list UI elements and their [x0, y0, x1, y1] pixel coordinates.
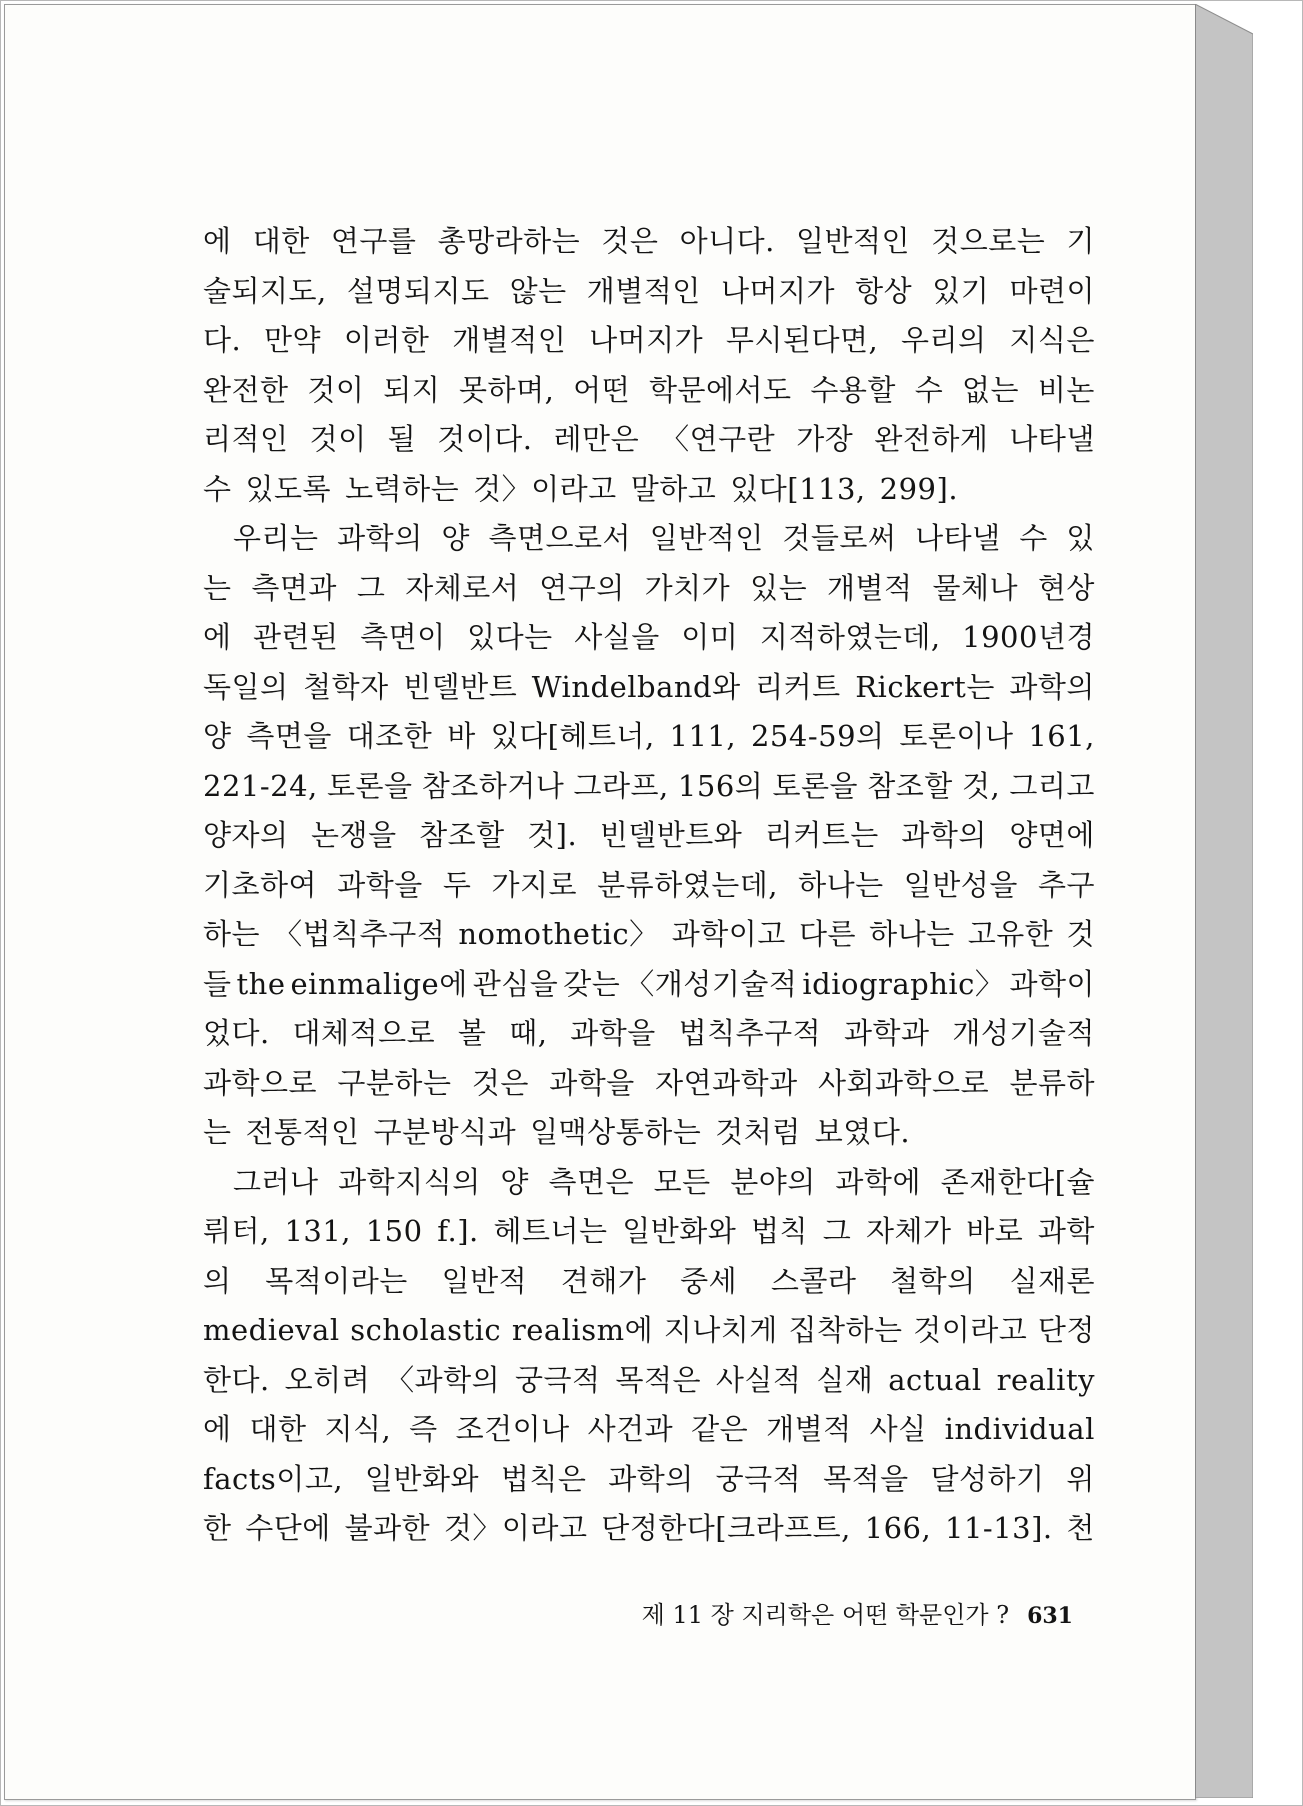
word: 과학의 — [901, 818, 987, 852]
word: 지식은 — [1009, 323, 1095, 357]
word: 달성하기 — [930, 1461, 1045, 1496]
word: 보였다. — [814, 1115, 911, 1149]
word: 측면을 — [246, 719, 332, 753]
word: 우리의 — [901, 323, 987, 357]
word: 것으로는 — [931, 224, 1046, 258]
word: 나머지가 — [720, 273, 836, 308]
word: 토론이나 — [899, 719, 1014, 753]
word: actual — [888, 1362, 982, 1397]
word: 말하고 — [630, 471, 717, 506]
word: 조건이나 — [455, 1412, 570, 1446]
word: 측면으로서 — [488, 521, 632, 555]
word: 철학자 — [303, 669, 389, 704]
word: 나타낼 — [915, 521, 1001, 555]
word: 기초하여 — [203, 867, 318, 902]
word: 과학지식의 — [338, 1164, 481, 1199]
word: 수 — [914, 372, 944, 407]
word: 것이 — [309, 422, 367, 456]
book-edge-graphic — [1195, 4, 1253, 1798]
word: 대한 — [252, 224, 310, 258]
word: 수단에 — [245, 1511, 331, 1545]
word: 다. — [203, 323, 242, 357]
word: 궁극적 — [515, 1362, 601, 1397]
word: 과학으로 — [203, 1065, 318, 1100]
word: 이미 — [681, 620, 739, 654]
word: 가장 — [796, 422, 854, 456]
word: 161, — [1028, 719, 1095, 753]
text-line — [203, 1059, 1095, 1109]
word: 가지로 — [491, 867, 578, 902]
word: 지적하였는데, — [759, 620, 941, 654]
word: 그리고 — [1009, 768, 1095, 803]
word: individual — [944, 1412, 1095, 1446]
text-line — [203, 267, 1095, 317]
word: scholastic — [350, 1313, 502, 1347]
word: 집착하는 — [788, 1313, 903, 1347]
word: 양면에 — [1009, 818, 1095, 852]
word: 못하며, — [459, 372, 555, 407]
word: 즉 — [409, 1412, 438, 1446]
word: 양자의 — [203, 818, 289, 852]
word: 〈과학의 — [385, 1362, 501, 1397]
word: 볼 — [457, 1016, 487, 1050]
word: 참조할 — [867, 768, 953, 803]
word: 의 — [203, 1263, 232, 1298]
word: 과학의 — [608, 1461, 694, 1496]
word: 221-24, — [203, 768, 318, 803]
word: 가치가 — [644, 570, 731, 605]
running-footer-chapter: 제 11 장 지리학은 어떤 학문인가 ? — [641, 1601, 1010, 1629]
word: reality — [996, 1362, 1095, 1397]
word: 무시된다면, — [725, 323, 879, 357]
word: 독일의 — [203, 669, 289, 704]
word: 분류하였는데, — [597, 867, 778, 902]
word: 일반성을 — [903, 867, 1018, 902]
word: 지식, — [324, 1412, 392, 1446]
word: 〈연구란 — [660, 422, 776, 456]
word: 오히려 — [284, 1362, 371, 1397]
word: Windelband와 — [531, 669, 741, 704]
word: 빈델반트 — [403, 669, 518, 704]
word: 과학의 — [1009, 669, 1095, 704]
word: 같은 — [691, 1412, 749, 1446]
word: 것〉이라고 — [443, 1511, 588, 1545]
word: idiographic〉 — [802, 966, 1005, 1001]
text-line — [203, 1306, 1095, 1356]
text-line — [203, 514, 1095, 564]
word: 있다[113, — [730, 471, 866, 506]
word: 리커트는 — [764, 818, 879, 852]
word: 과학 — [1037, 1214, 1095, 1248]
word: 법칙추구적 — [678, 1016, 822, 1050]
word: 개성기술적 — [952, 1016, 1095, 1050]
word: 단정 — [1037, 1313, 1095, 1347]
word: 150 — [365, 1214, 423, 1248]
word: 과학의 — [337, 521, 423, 555]
word: 토론을 — [772, 768, 859, 803]
word: 천 — [1066, 1511, 1095, 1545]
word: 있다는 — [467, 620, 553, 654]
word: 노력하는 — [345, 471, 460, 506]
word: 단정한다[크라프트, — [601, 1511, 851, 1545]
word: 갖는 — [563, 966, 621, 1001]
word: 는 — [203, 570, 232, 605]
word: 측면이 — [360, 620, 446, 654]
word: 만약 — [264, 323, 322, 357]
word: 것]. — [527, 818, 578, 852]
word: 있기 — [932, 273, 990, 308]
word: 실재론 — [1009, 1263, 1095, 1298]
word: 그라프, — [573, 768, 669, 803]
text-line — [203, 1108, 1095, 1158]
text-line — [203, 366, 1095, 416]
word: 일반적 — [441, 1263, 528, 1298]
word: 것〉이라고 — [473, 471, 617, 506]
word: 그러나 — [233, 1164, 319, 1199]
text-line — [203, 217, 1095, 267]
word: 논쟁을 — [311, 818, 397, 852]
word: 일반적인 — [649, 521, 764, 555]
word: 수 — [203, 471, 232, 506]
word: 어떤 — [573, 372, 631, 407]
word: 총망라하는 — [437, 224, 581, 258]
word: 리커트 — [755, 669, 841, 704]
word: 있다[헤트너, — [490, 719, 655, 753]
word: 마련이 — [1009, 273, 1095, 308]
text-line — [203, 564, 1095, 614]
word: 111, — [669, 719, 737, 753]
word: 실재 — [816, 1362, 874, 1397]
word: 불과한 — [344, 1511, 431, 1545]
word: 양 — [203, 719, 232, 753]
word: 기 — [1066, 224, 1095, 258]
word: 개별적인 — [586, 273, 701, 308]
word: 과학에 — [835, 1164, 921, 1199]
word: 156의 — [677, 768, 764, 803]
word: 그 — [822, 1214, 852, 1248]
word: 과학을 — [549, 1065, 635, 1100]
word: 위 — [1066, 1461, 1095, 1496]
word: 과학이 — [1009, 966, 1095, 1001]
word: 분야의 — [730, 1164, 816, 1199]
word: einmalige에 — [290, 966, 468, 1001]
word: 물체나 — [932, 570, 1018, 605]
word: 131, — [284, 1214, 352, 1248]
word: 완전하게 — [874, 422, 989, 456]
word: 수 — [1019, 521, 1048, 555]
word: realism에 — [511, 1313, 654, 1347]
text-line — [203, 613, 1095, 663]
word: 현상 — [1037, 570, 1095, 605]
word: 하나는 — [869, 917, 955, 951]
word: 개별적 — [766, 1412, 852, 1446]
word: 법칙 — [750, 1214, 809, 1248]
word: 것은 — [601, 224, 659, 258]
word: 전통적인 — [245, 1115, 360, 1149]
word: 참조할 — [419, 818, 505, 852]
word: 것이라고 — [913, 1313, 1028, 1347]
word: 자체로서 — [405, 570, 520, 605]
word: 과학을 — [570, 1016, 656, 1050]
word: 학문에서도 — [648, 372, 792, 407]
word: 참조하거나 — [421, 768, 565, 803]
word: 자체가 — [865, 1214, 952, 1248]
word: f.]. — [437, 1214, 479, 1248]
word: 있는 — [750, 570, 808, 605]
text-line — [203, 861, 1095, 911]
word: 나타낼 — [1009, 422, 1095, 456]
word: 것은 — [471, 1065, 529, 1100]
word: 사실을 — [574, 620, 660, 654]
body-text — [203, 217, 1095, 1554]
word: 빈델반트와 — [599, 818, 743, 852]
word: 존재한다[슐 — [940, 1164, 1095, 1199]
word: 아니다. — [679, 224, 775, 258]
word: 것들로써 — [782, 521, 897, 555]
word: 구분방식과 — [373, 1115, 517, 1149]
word: 때, — [509, 1016, 548, 1050]
word: 리적인 — [203, 422, 289, 456]
word: 254-59의 — [750, 719, 885, 753]
word: 과학을 — [337, 867, 423, 902]
word: 되지 — [383, 372, 441, 407]
word: 바로 — [966, 1214, 1024, 1248]
word: 추구 — [1037, 867, 1095, 902]
word: 일반적인 — [796, 224, 911, 258]
text-line — [203, 415, 1095, 465]
word: 하나는 — [798, 867, 884, 902]
word: 한 — [203, 1511, 232, 1545]
word: 궁극적 — [715, 1461, 802, 1496]
word: 사건과 — [587, 1412, 674, 1446]
word: 에 — [203, 1412, 232, 1446]
word: 설명되지도 — [346, 273, 490, 308]
page-number: 631 — [1027, 1603, 1073, 1629]
word: 연구를 — [330, 224, 417, 258]
word: 과학과 — [843, 1016, 930, 1050]
word: 술되지도, — [203, 273, 327, 308]
word: 한다. — [203, 1362, 270, 1397]
word: 다른 — [798, 917, 856, 951]
word: the — [236, 966, 286, 1001]
word: 개별적 — [827, 570, 913, 605]
text-line — [203, 1504, 1095, 1554]
text-line — [203, 910, 1095, 960]
text-line — [203, 712, 1095, 762]
word: 양 — [500, 1164, 529, 1199]
word: 과학이고 — [671, 917, 786, 951]
word: 바 — [447, 719, 476, 753]
word: 없는 — [962, 372, 1020, 407]
text-line — [203, 1009, 1095, 1059]
word: nomothetic〉 — [458, 917, 659, 951]
word: 이러한 — [343, 323, 430, 357]
text-line — [203, 1257, 1095, 1307]
word: 레만은 — [553, 422, 640, 456]
word: 것 — [1066, 917, 1095, 951]
word: 것, — [961, 768, 1001, 803]
word: 것이 — [307, 372, 365, 407]
word: 그 — [356, 570, 386, 605]
word: 완전한 — [203, 372, 289, 407]
word: 헤트너는 — [493, 1214, 608, 1248]
word: 철학의 — [890, 1263, 976, 1298]
word: 일맥상통하는 — [530, 1115, 702, 1149]
word: Rickert는 — [855, 669, 995, 704]
word: 고유한 — [967, 917, 1054, 951]
word: 구분하는 — [337, 1065, 452, 1100]
word: 양 — [441, 521, 470, 555]
word: 사실 — [869, 1412, 927, 1446]
word: 299]. — [879, 471, 959, 506]
word: 측면은 — [548, 1164, 635, 1199]
word: 개별적인 — [452, 323, 567, 357]
text-line — [203, 663, 1095, 713]
word: 모든 — [653, 1164, 711, 1199]
word: 목적은 — [615, 1362, 701, 1397]
word: 견해가 — [560, 1263, 647, 1298]
word: 일반화와 — [364, 1461, 479, 1496]
word: 에 — [203, 620, 232, 654]
word: 법칙은 — [500, 1461, 587, 1496]
word: 자연과학과 — [655, 1065, 798, 1100]
text-line — [203, 1207, 1095, 1257]
word: 사회과학으로 — [818, 1065, 990, 1100]
word: 들 — [203, 966, 232, 1001]
word: 1900년경 — [962, 620, 1095, 654]
word: 대한 — [249, 1412, 307, 1446]
word: 166, — [864, 1511, 932, 1545]
word: 두 — [442, 867, 472, 902]
text-line — [203, 762, 1095, 812]
book-page — [4, 4, 1196, 1800]
text-line — [203, 1405, 1095, 1455]
word: 뤼터, — [203, 1214, 270, 1248]
word: 분류하 — [1009, 1065, 1095, 1100]
word: 에 — [203, 224, 232, 258]
word: 있도록 — [245, 471, 332, 506]
word: 관심을 — [472, 966, 559, 1001]
word: facts이고, — [203, 1461, 344, 1496]
text-line — [203, 316, 1095, 366]
word: 었다. — [203, 1016, 270, 1050]
word: 있 — [1066, 521, 1095, 555]
page-footer — [593, 1595, 1073, 1630]
word: 측면과 — [251, 570, 337, 605]
book-thickness — [1195, 4, 1253, 1798]
word: 목적이라는 — [265, 1263, 408, 1298]
word: 우리는 — [233, 521, 319, 555]
word: 대체적으로 — [292, 1016, 436, 1050]
text-line — [203, 1158, 1095, 1208]
word: 지나치게 — [663, 1313, 778, 1347]
text-line — [203, 960, 1095, 1010]
word: 하는 — [203, 917, 261, 951]
text-line — [203, 811, 1095, 861]
word: 수용할 — [810, 372, 896, 407]
word: 〈법칙추구적 — [273, 917, 446, 951]
word: 것처럼 — [715, 1115, 801, 1149]
word: medieval — [203, 1313, 340, 1347]
word: 될 — [387, 422, 417, 456]
word: 것이다. — [437, 422, 533, 456]
word: 11-13]. — [945, 1511, 1053, 1545]
word: 스콜라 — [770, 1263, 857, 1298]
word: 항상 — [855, 273, 913, 308]
word: 중세 — [680, 1263, 738, 1298]
text-line — [203, 465, 1095, 515]
word: 대조한 — [346, 719, 433, 753]
text-line — [203, 1455, 1095, 1505]
text-line — [203, 1356, 1095, 1406]
word: 않는 — [509, 273, 567, 308]
word: 목적을 — [823, 1461, 909, 1496]
word: 사실적 — [715, 1362, 802, 1397]
word: 연구의 — [539, 570, 625, 605]
word: 토론을 — [326, 768, 413, 803]
word: 일반화와 — [622, 1214, 737, 1248]
word: 나머지가 — [589, 323, 704, 357]
word: 〈개성기술적 — [625, 966, 798, 1001]
word: 는 — [203, 1115, 232, 1149]
word: 비논 — [1037, 372, 1095, 407]
word: 관련된 — [253, 620, 339, 654]
